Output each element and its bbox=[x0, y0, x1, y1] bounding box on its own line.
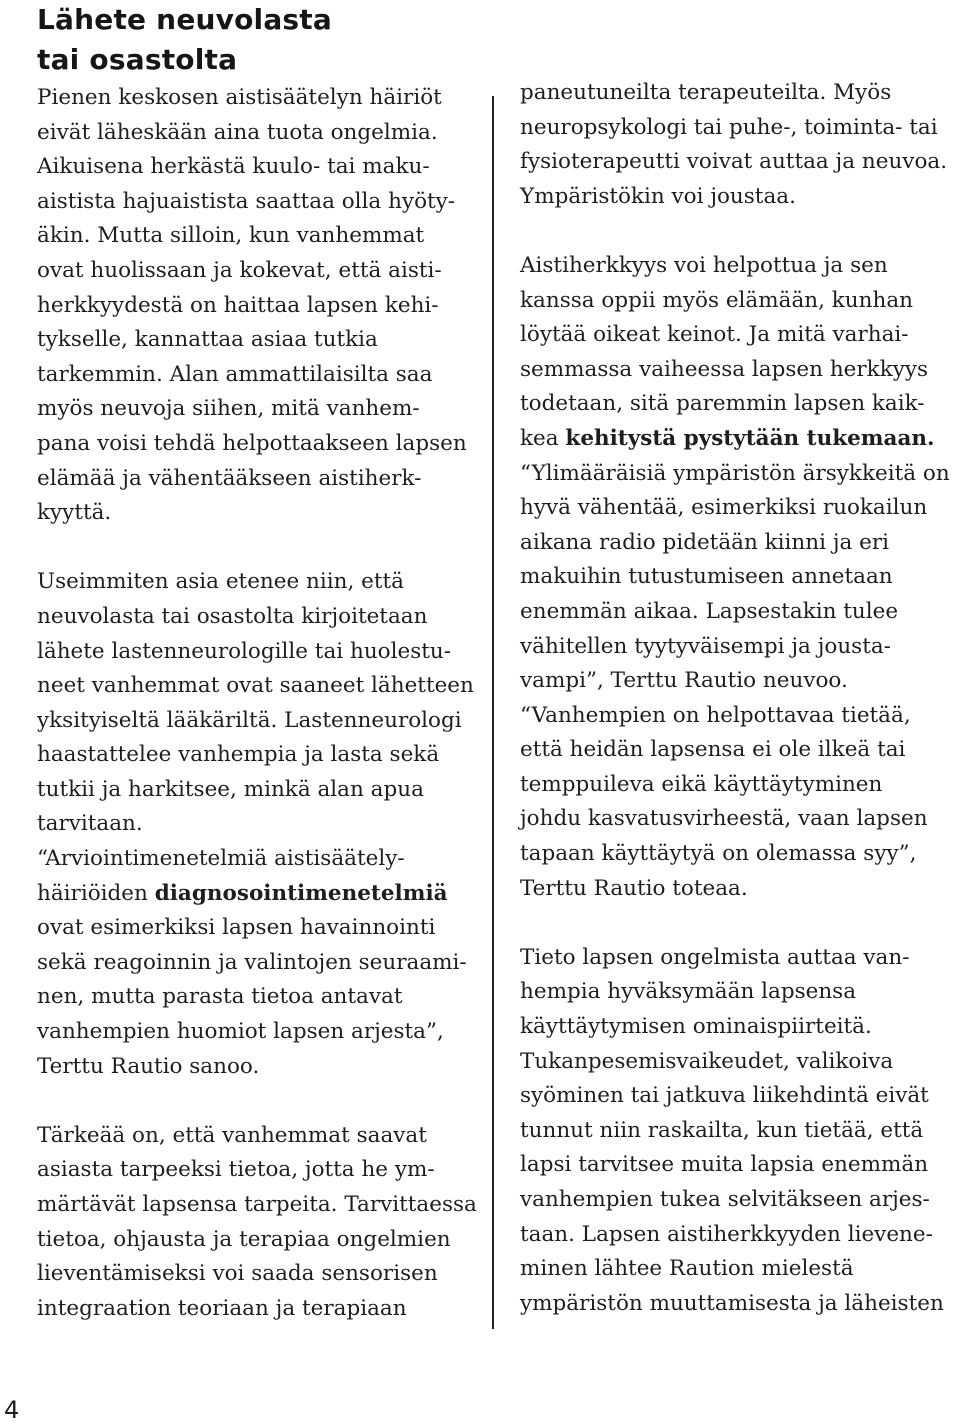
text-line-content: ympäristön muuttamisesta ja läheisten bbox=[520, 1290, 944, 1316]
text-line-content: kanssa oppii myös elämään, kunhan bbox=[520, 287, 914, 313]
text-line-content: eivät läheskään aina tuota ongelmia. bbox=[37, 119, 438, 145]
text-line bbox=[37, 1223, 482, 1258]
article-heading bbox=[37, 0, 332, 80]
text-line-content: kyyttä. bbox=[37, 500, 112, 526]
right-column bbox=[520, 76, 960, 1321]
text-line bbox=[37, 462, 482, 497]
text-line bbox=[520, 733, 960, 768]
text-line-content: kea bbox=[520, 425, 559, 451]
text-line bbox=[37, 600, 482, 635]
paragraph-gap bbox=[37, 1084, 482, 1119]
right-column-text bbox=[520, 76, 960, 1321]
text-line-content: fysioterapeutti voivat auttaa ja neuvoa. bbox=[520, 149, 948, 175]
text-line bbox=[37, 704, 482, 739]
text-line-content: asiasta tarpeeksi tietoa, jotta he ym- bbox=[37, 1157, 435, 1183]
text-line-content: Pienen keskosen aistisäätelyn häiriöt bbox=[37, 85, 442, 110]
left-column-text bbox=[37, 81, 482, 1326]
text-line bbox=[520, 284, 960, 319]
text-line bbox=[37, 773, 482, 808]
text-line bbox=[37, 323, 482, 358]
text-line bbox=[37, 185, 482, 220]
text-line-content: nen, mutta parasta tietoa antavat bbox=[37, 984, 403, 1010]
text-line bbox=[37, 1119, 482, 1154]
text-line-content: että heidän lapsensa ei ole ilkeä tai bbox=[520, 737, 906, 763]
text-line-content: tunnut niin raskailta, kun tietää, että bbox=[520, 1117, 924, 1143]
text-line bbox=[37, 1050, 482, 1085]
text-line bbox=[37, 358, 482, 393]
text-line bbox=[37, 496, 482, 531]
text-line-content: Terttu Rautio sanoo. bbox=[37, 1053, 260, 1079]
text-line bbox=[37, 980, 482, 1015]
text-line-content: tapaan käyttäytyä on olemassa syy”, bbox=[520, 841, 917, 867]
text-line bbox=[520, 1045, 960, 1080]
text-line-content: ovat huolissaan ja kokevat, että aisti- bbox=[37, 257, 442, 283]
text-line bbox=[37, 289, 482, 324]
text-line-content: neet vanhemmat ovat saaneet lähetteen bbox=[37, 673, 474, 699]
text-line bbox=[37, 392, 482, 427]
text-line bbox=[520, 595, 960, 630]
text-line-content: hempia hyväksymään lapsensa bbox=[520, 979, 857, 1005]
text-line bbox=[37, 254, 482, 289]
text-line bbox=[520, 353, 960, 388]
text-line bbox=[520, 664, 960, 699]
text-line-content: temppuileva eikä käyttäytyminen bbox=[520, 771, 883, 797]
text-line bbox=[520, 768, 960, 803]
text-line-content: paneutuneilta terapeuteilta. Myös bbox=[520, 80, 892, 105]
text-line bbox=[520, 1114, 960, 1149]
text-line bbox=[520, 145, 960, 180]
text-line bbox=[37, 427, 482, 462]
text-line-content: lapsi tarvitsee muita lapsia enemmän bbox=[520, 1152, 929, 1178]
text-line-content: integraation teoriaan ja terapiaan bbox=[37, 1295, 407, 1321]
text-line bbox=[37, 669, 482, 704]
text-line-content: “Vanhempien on helpottavaa tietää, bbox=[520, 702, 911, 728]
text-line-content: herkkyydestä on haittaa lapsen kehi- bbox=[37, 292, 439, 318]
left-column bbox=[37, 81, 482, 1326]
text-line bbox=[37, 1015, 482, 1050]
text-line-content: Terttu Rautio toteaa. bbox=[520, 875, 748, 901]
heading-line: Lähete neuvolasta bbox=[37, 3, 332, 36]
text-line-content: yksityiseltä lääkäriltä. Lastenneurologi bbox=[37, 707, 462, 733]
text-line-content: vähitellen tyytyväisempi ja jousta- bbox=[520, 633, 891, 659]
paragraph-gap bbox=[37, 531, 482, 566]
column-divider bbox=[492, 96, 494, 1329]
text-line-content: löytää oikeat keinot. Ja mitä varhai- bbox=[520, 322, 909, 348]
text-line-content: Ympäristökin voi joustaa. bbox=[520, 183, 796, 209]
text-line bbox=[520, 941, 960, 976]
text-line bbox=[520, 1218, 960, 1253]
text-line-content: vanhempien tukea selvitäkseen arjes- bbox=[520, 1187, 930, 1212]
text-line bbox=[520, 76, 960, 111]
text-line bbox=[37, 738, 482, 773]
text-line bbox=[520, 249, 960, 284]
text-line bbox=[520, 1010, 960, 1045]
text-line-content: tietoa, ohjausta ja terapiaa ongelmien bbox=[37, 1226, 451, 1252]
bold-term: diagnosointimenetelmiä bbox=[154, 880, 448, 906]
text-line bbox=[520, 422, 960, 457]
text-line bbox=[520, 180, 960, 215]
heading-line: tai osastolta bbox=[37, 43, 238, 76]
text-line bbox=[37, 565, 482, 600]
text-line-content: myös neuvoja siihen, mitä vanhem- bbox=[37, 396, 420, 422]
text-line-content: neuropsykologi tai puhe-, toiminta- tai bbox=[520, 114, 938, 140]
text-line bbox=[37, 1292, 482, 1327]
text-line-content: neuvolasta tai osastolta kirjoitetaan bbox=[37, 603, 428, 629]
text-line-content: Aikuisena herkästä kuulo- tai maku- bbox=[37, 154, 430, 180]
text-line-content: tutkii ja harkitsee, minkä alan apua bbox=[37, 776, 424, 802]
text-line-content: todetaan, sitä paremmin lapsen kaik- bbox=[520, 391, 925, 417]
text-line-content: enemmän aikaa. Lapsestakin tulee bbox=[520, 598, 899, 624]
text-line-content: pana voisi tehdä helpottaakseen lapsen bbox=[37, 430, 467, 456]
text-line-content: tykselle, kannattaa asiaa tutkia bbox=[37, 327, 378, 353]
text-line-content: minen lähtee Raution mielestä bbox=[520, 1256, 854, 1282]
paragraph-gap bbox=[520, 214, 960, 249]
text-line-content: vampi”, Terttu Rautio neuvoo. bbox=[520, 668, 848, 694]
text-line bbox=[520, 111, 960, 146]
text-line-content: aistista hajuaistista saattaa olla hyöty- bbox=[37, 188, 456, 214]
text-line-content: taan. Lapsen aistiherkkyyden lievene- bbox=[520, 1221, 933, 1247]
text-line-content: elämää ja vähentääkseen aistiherk- bbox=[37, 465, 422, 491]
text-line bbox=[520, 630, 960, 665]
text-line bbox=[520, 872, 960, 907]
text-line bbox=[37, 807, 482, 842]
text-line bbox=[520, 1287, 960, 1322]
text-line bbox=[520, 1183, 960, 1218]
text-line bbox=[520, 975, 960, 1010]
text-line bbox=[520, 491, 960, 526]
text-line-content: lähete lastenneurologille tai huolestu- bbox=[37, 638, 452, 664]
text-line-content: Tärkeää on, että vanhemmat saavat bbox=[37, 1122, 427, 1148]
text-line-content: “Ylimääräisiä ympäristön ärsykkeitä on bbox=[520, 460, 950, 486]
text-line-content: syöminen tai jatkuva liikehdintä eivät bbox=[520, 1083, 929, 1109]
paragraph-gap bbox=[520, 906, 960, 941]
text-line bbox=[37, 635, 482, 670]
text-line-content: äkin. Mutta silloin, kun vanhemmat bbox=[37, 223, 425, 249]
text-line bbox=[37, 219, 482, 254]
text-line bbox=[37, 1188, 482, 1223]
text-line bbox=[520, 1252, 960, 1287]
text-line bbox=[37, 842, 482, 877]
text-line bbox=[37, 911, 482, 946]
text-line bbox=[37, 116, 482, 151]
text-line bbox=[37, 1153, 482, 1188]
text-line bbox=[37, 946, 482, 981]
text-line bbox=[520, 457, 960, 492]
text-line-content: ovat esimerkiksi lapsen havainnointi bbox=[37, 915, 436, 941]
text-line bbox=[37, 877, 482, 912]
text-line-content: sekä reagoinnin ja valintojen seuraami- bbox=[37, 949, 467, 975]
text-line-content: Aistiherkkyys voi helpottua ja sen bbox=[520, 252, 888, 278]
text-line-content: makuihin tutustumiseen annetaan bbox=[520, 564, 893, 590]
text-line-content: käyttäytymisen ominaispiirteitä. bbox=[520, 1014, 872, 1040]
text-line-content: aikana radio pidetään kiinni ja eri bbox=[520, 529, 890, 555]
text-line bbox=[520, 560, 960, 595]
text-line-content: lieventämiseksi voi saada sensorisen bbox=[37, 1261, 438, 1287]
text-line bbox=[520, 1148, 960, 1183]
text-line-content: Tukanpesemisvaikeudet, valikoiva bbox=[520, 1048, 894, 1074]
text-line bbox=[520, 699, 960, 734]
text-line-content: “Arviointimenetelmiä aistisäätely- bbox=[37, 846, 405, 872]
page-number: 4 bbox=[4, 1396, 20, 1424]
text-line-content: tarvitaan. bbox=[37, 811, 143, 837]
text-line-content: hyvä vähentää, esimerkiksi ruokailun bbox=[520, 495, 928, 521]
text-line-content: johdu kasvatusvirheestä, vaan lapsen bbox=[520, 806, 928, 832]
text-line-content: semmassa vaiheessa lapsen herkkyys bbox=[520, 356, 929, 382]
text-line-content: Useimmiten asia etenee niin, että bbox=[37, 569, 404, 595]
text-line bbox=[37, 1257, 482, 1292]
text-line-content: tarkemmin. Alan ammattilaisilta saa bbox=[37, 361, 433, 387]
text-line bbox=[520, 318, 960, 353]
text-line bbox=[37, 150, 482, 185]
text-line-content: Tieto lapsen ongelmista auttaa van- bbox=[520, 944, 910, 970]
text-line-content: haastattelee vanhempia ja lasta sekä bbox=[37, 742, 440, 768]
text-line-content: märtävät lapsensa tarpeita. Tarvittaessa bbox=[37, 1192, 477, 1217]
bold-term: kehitystä pystytään tukemaan. bbox=[565, 425, 935, 451]
text-line bbox=[520, 387, 960, 422]
text-line-content: vanhempien huomiot lapsen arjesta”, bbox=[37, 1019, 444, 1045]
text-line-content: häiriöiden bbox=[37, 880, 148, 906]
text-line bbox=[37, 81, 482, 116]
text-line bbox=[520, 526, 960, 561]
text-line bbox=[520, 802, 960, 837]
text-line bbox=[520, 837, 960, 872]
text-line bbox=[520, 1079, 960, 1114]
